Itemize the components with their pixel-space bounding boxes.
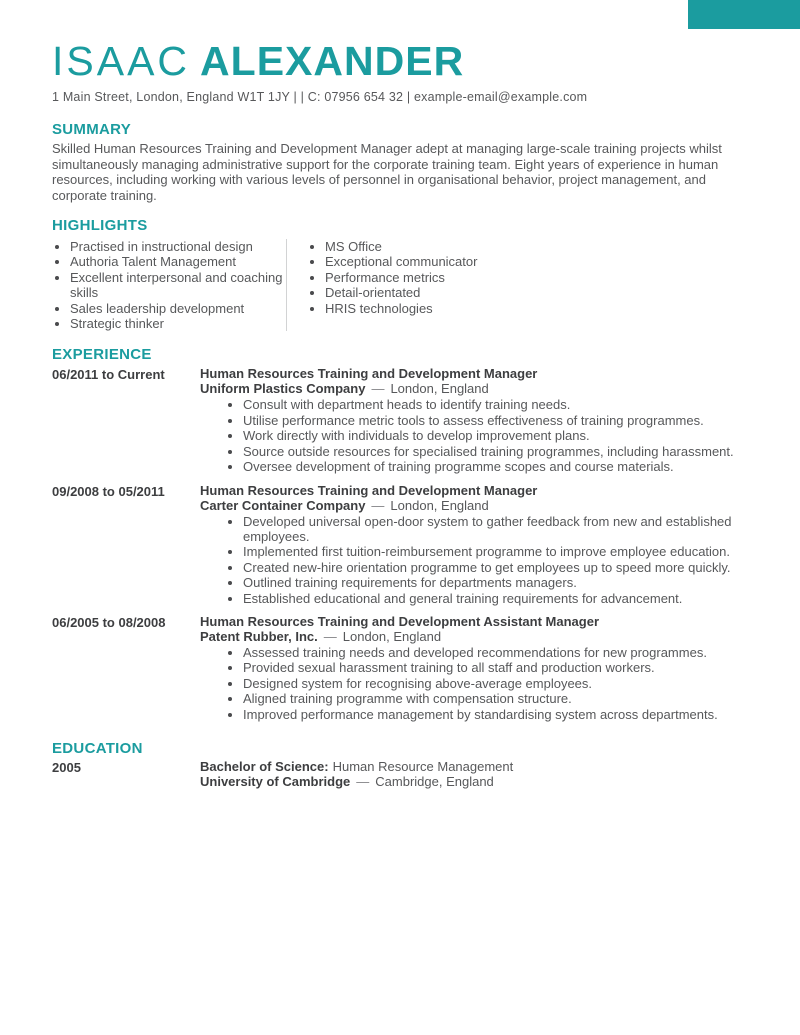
bullet-item: • Oversee development of training programme scopes and course materials. bbox=[243, 459, 754, 474]
dash-separator: — bbox=[371, 381, 385, 397]
bullet-item: • Work directly with individuals to develop improvement plans. bbox=[243, 428, 754, 443]
job-dates: 06/2011 to Current bbox=[52, 367, 165, 383]
highlights-column-1 bbox=[52, 239, 286, 331]
highlight-item: • Detail-orientated bbox=[325, 285, 536, 300]
bullet-item: • Created new-hire orientation programme to get employees up to speed more quickly. bbox=[243, 560, 754, 575]
highlight-item: • Strategic thinker bbox=[70, 316, 286, 331]
job-location: London, England bbox=[390, 381, 489, 397]
education-details bbox=[200, 759, 755, 790]
company-name: Carter Container Company bbox=[200, 497, 366, 513]
job-dates: 09/2008 to 05/2011 bbox=[52, 483, 165, 499]
degree-line bbox=[200, 759, 755, 775]
dash-separator: — bbox=[323, 628, 337, 644]
job-bullet-list bbox=[200, 514, 754, 606]
job-location: London, England bbox=[390, 497, 489, 513]
candidate-name bbox=[52, 40, 755, 83]
job-company-line bbox=[200, 381, 754, 396]
job-entry bbox=[52, 614, 755, 722]
corner-accent-block bbox=[688, 0, 800, 29]
job-entry bbox=[52, 366, 755, 474]
bullet-item: • Developed universal open-door system to gather feedback from new and established employees. bbox=[243, 514, 754, 545]
bullet-item: • Utilise performance metric tools to assess effectiveness of training programmes. bbox=[243, 413, 754, 428]
job-details bbox=[200, 366, 754, 474]
education-heading: EDUCATION bbox=[52, 739, 143, 757]
company-name: Uniform Plastics Company bbox=[200, 381, 366, 397]
bullet-item: • Provided sexual harassment training to all staff and production workers. bbox=[243, 660, 754, 675]
highlight-item: • Excellent interpersonal and coaching skills bbox=[70, 270, 286, 301]
bullet-item: • Outlined training requirements for departments managers. bbox=[243, 575, 754, 590]
job-details bbox=[200, 614, 754, 722]
dash-separator: — bbox=[356, 774, 370, 790]
job-title: Human Resources Training and Development Assistant Manager bbox=[200, 613, 600, 629]
highlight-item: • Exceptional communicator bbox=[325, 254, 536, 269]
job-title: Human Resources Training and Development Manager bbox=[200, 482, 538, 498]
highlight-item: • Practised in instructional design bbox=[70, 239, 286, 254]
bullet-item: • Consult with department heads to identify training needs. bbox=[243, 397, 754, 412]
bullet-item: • Aligned training programme with compensation structure. bbox=[243, 691, 754, 706]
last-name: ALEXANDER bbox=[200, 38, 465, 84]
education-year: 2005 bbox=[52, 759, 81, 775]
highlight-item: • Authoria Talent Management bbox=[70, 254, 286, 269]
degree-name: Bachelor of Science: bbox=[200, 758, 329, 774]
highlights-list bbox=[52, 239, 755, 331]
job-entry bbox=[52, 483, 755, 606]
experience-heading: EXPERIENCE bbox=[52, 346, 152, 364]
dash-separator: — bbox=[371, 497, 385, 513]
highlight-item: • Sales leadership development bbox=[70, 301, 286, 316]
school-line bbox=[200, 774, 755, 790]
job-bullet-list bbox=[200, 397, 754, 474]
first-name: ISAAC bbox=[52, 38, 191, 84]
job-dates: 06/2005 to 08/2008 bbox=[52, 614, 166, 630]
school-location: Cambridge, England bbox=[375, 774, 494, 790]
job-title: Human Resources Training and Development Manager bbox=[200, 366, 538, 382]
bullet-item: • Designed system for recognising above-average employees. bbox=[243, 676, 754, 691]
highlight-item: • MS Office bbox=[325, 239, 536, 254]
highlights-column-2 bbox=[286, 239, 536, 331]
job-company-line bbox=[200, 629, 754, 644]
company-name: Patent Rubber, Inc. bbox=[200, 628, 318, 644]
summary-heading: SUMMARY bbox=[52, 121, 132, 139]
highlight-item: • Performance metrics bbox=[325, 270, 536, 285]
job-details bbox=[200, 483, 754, 606]
bullet-item: • Implemented first tuition-reimbursement programme to improve employee education. bbox=[243, 544, 754, 559]
contact-line: 1 Main Street, London, England W1T 1JY | | C: 07956 654 32 | example-email@example.com bbox=[52, 90, 588, 105]
bullet-item: • Source outside resources for specialised training programmes, including harassment. bbox=[243, 444, 754, 459]
job-company-line bbox=[200, 498, 754, 513]
bullet-item: • Assessed training needs and developed recommendations for new programmes. bbox=[243, 645, 754, 660]
bullet-item: • Established educational and general training requirements for advancement. bbox=[243, 591, 754, 606]
bullet-item: • Improved performance management by standardising system across departments. bbox=[243, 707, 754, 722]
job-bullet-list bbox=[200, 645, 754, 722]
highlights-heading: HIGHLIGHTS bbox=[52, 217, 148, 235]
highlight-item: • HRIS technologies bbox=[325, 301, 536, 316]
job-location: London, England bbox=[342, 628, 442, 644]
degree-field: Human Resource Management bbox=[332, 758, 514, 774]
summary-text: Skilled Human Resources Training and Development Manager adept at managing large-scale training projects whilst simultaneously managing administrative support for the corporate training team. Eight years of experience in human resources, including working with various levels of personnel in organisational behavior, project management, and corporate training. bbox=[52, 141, 722, 203]
school-name: University of Cambridge bbox=[200, 774, 351, 790]
education-entry bbox=[52, 759, 755, 790]
